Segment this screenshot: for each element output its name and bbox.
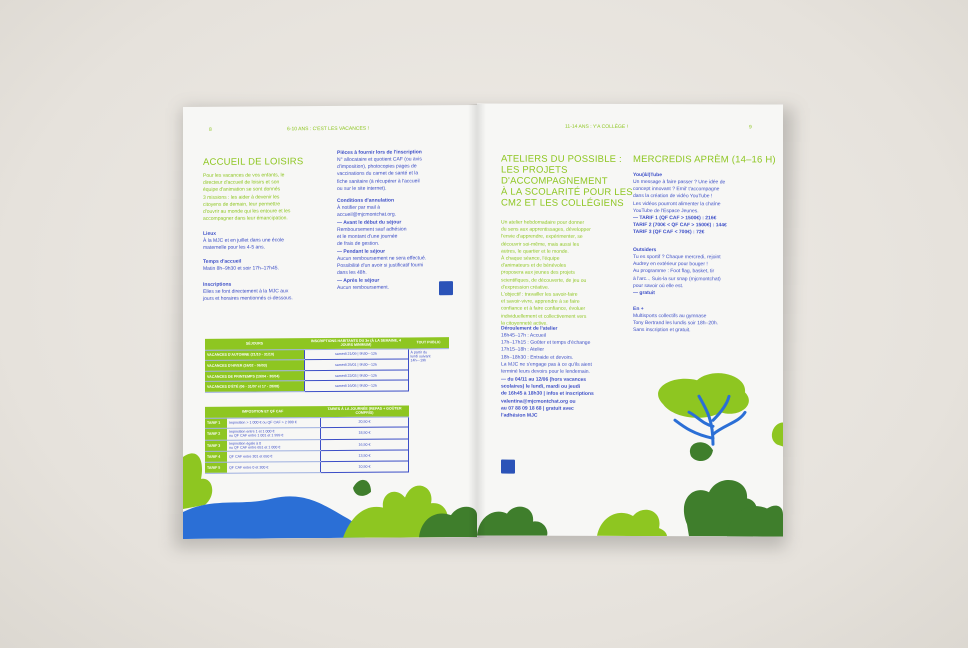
- youtube-text: Un message à faire passer ? Une idée de concept innovant ? Emil' t'accompagne dans la création de vidéo YouTube ! Les vidéos pourront alimenter la chaîne YouTube de l'Espace Jeunes.: [633, 179, 726, 215]
- tarif-lines: — TARIF 1 (QF CAF > 1500€) : 216€ TARIF 2 (700€ < QF CAF > 1500€) : 144€ TARIF 3 (QF CAF < 700€) : 72€: [633, 215, 727, 236]
- table-cell: TARIF 1: [205, 418, 227, 429]
- table-header: TARIFS À LA JOURNÉE (REPAS + GOÛTER COMPRIS): [321, 405, 409, 417]
- table-cell: Imposition égale à 0 ou QF CAF entre 651 et 1 000 €: [227, 439, 321, 451]
- en-plus-label: En +: [633, 306, 644, 313]
- table-cell: Imposition entre 1 et 1 000 € ou QF CAF entre 1 001 et 1 999 €: [227, 428, 321, 440]
- annulation-during: — Pendant le séjour: [337, 248, 386, 255]
- table-cell: TARIF 5: [205, 462, 227, 473]
- inscriptions-label: Inscriptions: [203, 281, 232, 288]
- table-cell: VACANCES D'ÉTÉ (06 - 31/07 et 17 - 28/08): [205, 381, 304, 392]
- table-cell: 20,50 €: [321, 417, 409, 428]
- pieces-label: Pièces à fournir lors de l'inscription: [337, 149, 422, 156]
- intro-text: Pour les vacances de vos enfants, le directeur d'accueil de loisirs et son équipe d'animation se sont donnés 3 missions : les aider à devenir les citoyens de demain, leur permettre d'ouvrir au monde qui les entoure et les accompagner dans leur émancipation.: [203, 172, 291, 223]
- table-cell: 13,50 €: [321, 450, 409, 461]
- table-cell: QF CAF entre 0 et 300 €: [227, 462, 321, 473]
- table-cell: TARIF 3: [205, 440, 227, 452]
- deroulement-label: Déroulement de l'atelier: [501, 325, 558, 332]
- table-cell: TARIF 2: [205, 428, 227, 440]
- page-number: 9: [749, 124, 752, 131]
- annulation-during-text: Aucun remboursement ne sera effectué. Possibilité d'un avoir si justificatif fourni dans les 48h.: [337, 255, 427, 277]
- section-title: ACCUEIL DE LOISIRS: [203, 156, 304, 168]
- section-title: ATELIERS DU POSSIBLE : LES PROJETS D'ACCOMPAGNEMENT À LA SCOLARITÉ POUR LES CM2 ET LES COLLÉGIENS: [501, 153, 633, 209]
- table-header: INSCRIPTIONS HABITANTS DU 3e (À LA SEMAINE, 4 JOURS MINIMUM): [304, 337, 408, 349]
- deroulement-text: 16h45–17h : Accueil 17h–17h15 : Goûter et temps d'échange 17h15–18h : Atelier 18h–18h30 : Entraide et devoirs. La MJC ne s'engage pas à ce qu'ils aient terminé leurs devoirs pour le lendemain.: [501, 332, 592, 375]
- table-cell: samedi 25/01 | 9h30—12h: [304, 359, 408, 370]
- booklet-spine: [468, 104, 486, 538]
- table-header: TOUT PUBLIC: [408, 337, 449, 348]
- deroulement-info: — du 04/11 au 12/06 (hors vacances scolaires) le lundi, mardi ou jeudi de 16h45 à 18h30 | infos et inscriptions valentina@mjcmontchat.org ou au 07 88 09 18 68 | gratuit avec l'adhésion MJC: [501, 376, 594, 419]
- annulation-label: Conditions d'annulation: [337, 197, 395, 204]
- ateliers-text: Un atelier hebdomadaire pour donner du sens aux apprentissages, développer l'envie d'apprendre, expérimenter, se découvrir soi-même, mais aussi les autres, le quartier et le monde. À chaque séance, l'équipe d'animateurs et de bénévoles proposera aux jeunes des projets scientifiques, de découverte, de jeu ou d'expression créative. L'objectif : travailler les savoir-faire et savoir-vivre, apprendre à se faire confiance et à faire confiance, évoluer individuellement et collectivement vers la citoyenneté active.: [501, 219, 591, 327]
- table-cell: TARIF 4: [205, 452, 227, 463]
- table-cell: 16,50 €: [321, 439, 409, 451]
- table-header: IMPOSITION ET QF CAF: [205, 406, 321, 418]
- en-plus-text: Multisports collectifs au gymnase Tony Bertrand les lundis soir 18h–20h. Sans inscription et gratuit.: [633, 313, 719, 334]
- temps-label: Temps d'accueil: [203, 258, 242, 265]
- annulation-after: — Après le séjour: [337, 277, 380, 284]
- pieces-text: N° allocataire et quotient CAF (ou avis d'imposition), photocopies pages de vaccinations du carnet de santé et la fiche sanitaire (à récupérer à l'accueil ou sur le site internet).: [337, 156, 422, 192]
- table-cell: QF CAF entre 301 et 650 €: [227, 451, 321, 462]
- running-head: 11-14 ANS : Y'A COLLÈGE !: [565, 123, 629, 130]
- page-number: 8: [209, 126, 212, 133]
- table-cell: 10,50 €: [321, 461, 409, 472]
- annulation-before: — Avant le début du séjour: [337, 219, 402, 226]
- table-header: SÉJOURS: [205, 338, 304, 350]
- outsiders-text: Tu es sportif ? Chaque mercredi, rejoint Audrey en extérieur pour bouger ! Au programme : Foot flag, basket, tir à l'arc... Suis-la sur snap (mjcmontchat) pour savoir où elle est.: [633, 254, 721, 289]
- foliage-illustration-left: [183, 105, 477, 539]
- inscriptions-text: Elles se font directement à la MJC aux jours et horaires mentionnés ci-dessous.: [203, 288, 293, 303]
- table-cell: samedi 22/03 | 9h30—12h: [304, 370, 408, 381]
- annulation-text: À notifier par mail à accueil@mjcmontchat.org.: [337, 204, 396, 219]
- table-cell: Imposition > 1 000 € ou QF CAF > 2 000 €: [227, 417, 321, 428]
- table-cell: VACANCES D'HIVER (24/02 - 06/03): [205, 360, 304, 371]
- table-cell: VACANCES D'AUTOMNE (21/10 - 31/10): [205, 349, 304, 360]
- outsiders-label: Outsiders: [633, 247, 657, 254]
- left-page: [183, 105, 478, 539]
- annulation-after-text: Aucun remboursement.: [337, 284, 389, 291]
- temps-text: Matin 8h–9h30 et soir 17h–17h45.: [203, 265, 279, 272]
- annulation-before-text: Remboursement sauf adhésion et le montant d'une journée de frais de gestion.: [337, 226, 407, 248]
- section-title: MERCREDIS APRÈM (14–16 H): [633, 154, 776, 166]
- youtube-label: You(&I)Tube: [633, 172, 662, 179]
- lieux-label: Lieux: [203, 230, 217, 237]
- right-page: [477, 103, 783, 536]
- lieux-text: À la MJC et en juillet dans une école maternelle pour les 4-5 ans.: [203, 237, 284, 252]
- outsiders-free: — gratuit: [633, 290, 655, 297]
- table-cell: 18,50 €: [321, 427, 409, 439]
- foliage-illustration-right: [477, 103, 783, 536]
- table-cell: VACANCES DE PRINTEMPS (19/04 - 30/04): [205, 370, 304, 381]
- tout-public-cell: À partir du lundi suivant 14h—19h: [410, 350, 431, 363]
- table-cell: samedi 21/09 | 9h30—12h: [304, 349, 408, 360]
- running-head: 6-10 ANS : C'EST LES VACANCES !: [287, 125, 369, 133]
- table-cell: samedi 16/05 | 9h30—12h: [304, 380, 408, 391]
